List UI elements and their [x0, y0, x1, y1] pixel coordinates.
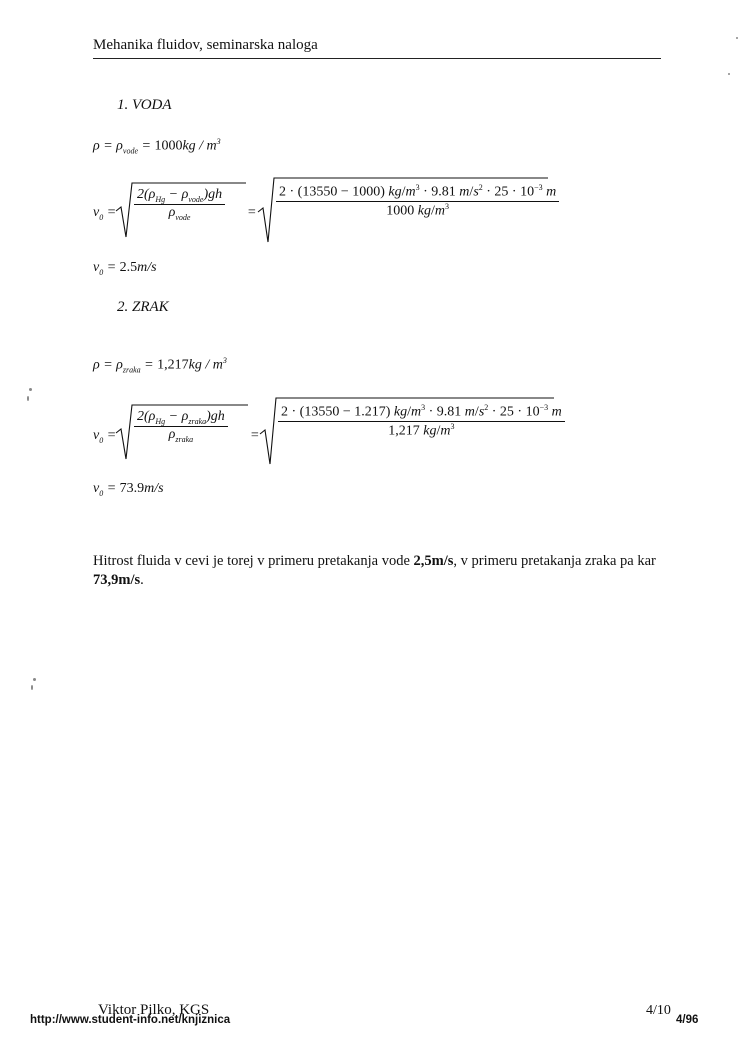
velocity-symbol-voda: $v_0$ = [93, 205, 117, 222]
substitution-fraction-voda: $\frac{2 \cdot (13550 - 1000) kg/m^3 \cdot 9.81 m/s^2 \cdot 25 \cdot 10^{-3} m}{1000 kg/m^3}$ [276, 183, 559, 219]
conclusion-text-1: Hitrost fluida v cevi je torej v primeru pretakanja vode [93, 553, 414, 569]
result-voda: $v_0 = 2.5m/s$ [93, 260, 157, 277]
sqrt-substitution-zrak [260, 396, 562, 466]
footer-document-page: 4/96 [676, 1014, 699, 1026]
result-zrak: $v_0 = 73.9m/s$ [93, 481, 164, 498]
section-heading-zrak: 2. ZRAK [117, 299, 169, 315]
sqrt-formula-voda [116, 181, 246, 239]
density-equation-zrak: $\rho = \rho_{zraka} = 1,217kg / m^3$ [93, 356, 227, 375]
conclusion-paragraph [93, 552, 668, 590]
formula-fraction-zrak: $\frac{2(\rho_{Hg} - \rho_{zraka})gh}{\rho_{zraka}}$ [134, 409, 228, 444]
conclusion-zrak-speed: 73,9m/s [93, 572, 141, 588]
sqrt-formula-zrak [116, 403, 248, 461]
conclusion-voda-speed: 2,5m/s [413, 553, 454, 569]
header-title: Mehanika fluidov, seminarska naloga [93, 37, 318, 53]
equals-sign: = [250, 428, 260, 443]
scan-speck [27, 396, 29, 401]
footer-author: Viktor Pilko, KGS [98, 1002, 210, 1018]
conclusion-text-3: . [140, 572, 144, 588]
scan-speck [29, 388, 32, 391]
footer-url-link[interactable]: http://www.student-info.net/knjiznica [30, 1014, 231, 1026]
density-equation-voda: $\rho = \rho_{vode} = 1000kg / m^3$ [93, 137, 221, 156]
scan-speck [736, 37, 738, 39]
equals-sign: = [247, 205, 257, 220]
conclusion-text-2: , v primeru pretakanja zraka pa kar [453, 553, 656, 569]
scan-speck [728, 73, 730, 75]
sqrt-substitution-voda [258, 176, 557, 244]
formula-fraction-voda: $\frac{2(\rho_{Hg} - \rho_{vode})gh}{\rho_{vode}}$ [134, 187, 225, 222]
substitution-fraction-zrak: $\frac{2 \cdot (13550 - 1.217) kg/m^3 \cdot 9.81 m/s^2 \cdot 25 \cdot 10^{-3} m}{1,217 kg/m^3}$ [278, 403, 565, 439]
header-rule [93, 58, 661, 59]
velocity-symbol-zrak: $v_0$ = [93, 428, 117, 445]
footer-page-number: 4/10 [646, 1003, 671, 1018]
scan-speck [33, 678, 36, 681]
scan-speck [31, 685, 33, 690]
section-heading-voda: 1. VODA [117, 97, 172, 113]
